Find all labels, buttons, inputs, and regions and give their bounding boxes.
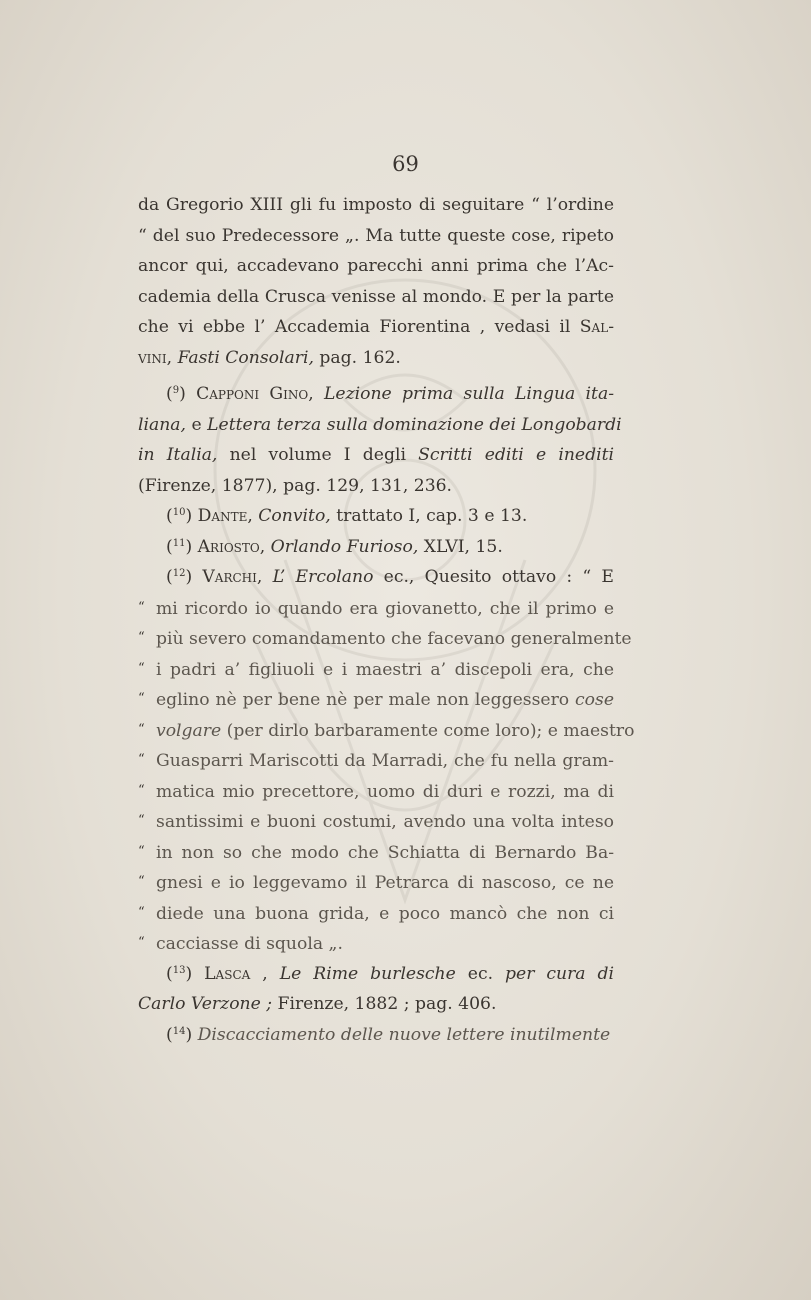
quote-line: “ gnesi e io leggevamo il Petrarca di nascoso, ce ne bbox=[138, 873, 614, 893]
footnote-9: ($^9$) Capponi Gino, Lezione prima sulla Lingua ita- bbox=[166, 384, 615, 404]
text-line: da Gregorio XIII gli fu imposto di seguitare “ l’ordine bbox=[138, 195, 614, 215]
text-line: “ del suo Predecessore „. Ma tutte queste cose, ripeto bbox=[138, 225, 614, 246]
text-line: ancor qui, accadevano parecchi anni prima che l’Ac- bbox=[138, 256, 614, 276]
footnote-12: ($^{12}$) Varchi, L’ Ercolano ec., Quesito ottavo : “ E bbox=[166, 567, 614, 587]
page-number: 69 bbox=[392, 152, 419, 176]
footnote-line: (Firenze, 1877), pag. 129, 131, 236. bbox=[138, 475, 453, 496]
quote-line: “ i padri a’ figliuoli e i maestri a’ discepoli era, che bbox=[138, 659, 614, 680]
footnote-line: liana, e Lettera terza sulla dominazione dei Longobardi bbox=[138, 414, 622, 435]
quote-line: “ mi ricordo io quando era giovanetto, che il primo e bbox=[138, 598, 614, 619]
footnote-line: in Italia, nel volume I degli Scritti editi e inediti bbox=[138, 445, 614, 465]
footnote-13: ($^{13}$) Lasca , Le Rime burlesche ec. per cura di bbox=[166, 963, 615, 984]
quote-line: “ cacciasse di squola „. bbox=[138, 934, 343, 954]
footnote-line: Carlo Verzone ; Firenze, 1882 ; pag. 406. bbox=[138, 994, 497, 1014]
text-line: cademia della Crusca venisse al mondo. E per la parte bbox=[138, 286, 614, 307]
footnote-10: ($^{10}$) Dante, Convito, trattato I, cap. 3 e 13. bbox=[166, 506, 528, 526]
quote-line: “ matica mio precettore, uomo di duri e rozzi, ma di bbox=[138, 781, 614, 802]
quote-line: “ volgare (per dirlo barbaramente come loro); e maestro bbox=[138, 720, 635, 741]
text-line: che vi ebbe l’ Accademia Fiorentina , vedasi il Sal- bbox=[138, 317, 614, 337]
footnote-11: ($^{11}$) Ariosto, Orlando Furioso, XLVI, 15. bbox=[166, 536, 503, 557]
quote-line: “ diede una buona grida, e poco mancò che non ci bbox=[138, 903, 614, 924]
body-text bbox=[138, 190, 635, 1050]
quote-line: “ in non so che modo che Schiatta di Bernardo Ba- bbox=[138, 842, 614, 863]
footnote-14: ($^{14}$) Discacciamento delle nuove lettere inutilmente bbox=[166, 1024, 611, 1045]
quote-line: “ Guasparri Mariscotti da Marradi, che fu nella gram- bbox=[138, 751, 614, 771]
quote-line: “ santissimi e buoni costumi, avendo una volta inteso bbox=[138, 812, 614, 832]
text-line: vini, Fasti Consolari, pag. 162. bbox=[138, 347, 401, 368]
quote-line: “ eglino nè per bene nè per male non leggessero cose bbox=[138, 690, 614, 710]
quote-line: “ più severo comandamento che facevano generalmente bbox=[138, 629, 632, 649]
